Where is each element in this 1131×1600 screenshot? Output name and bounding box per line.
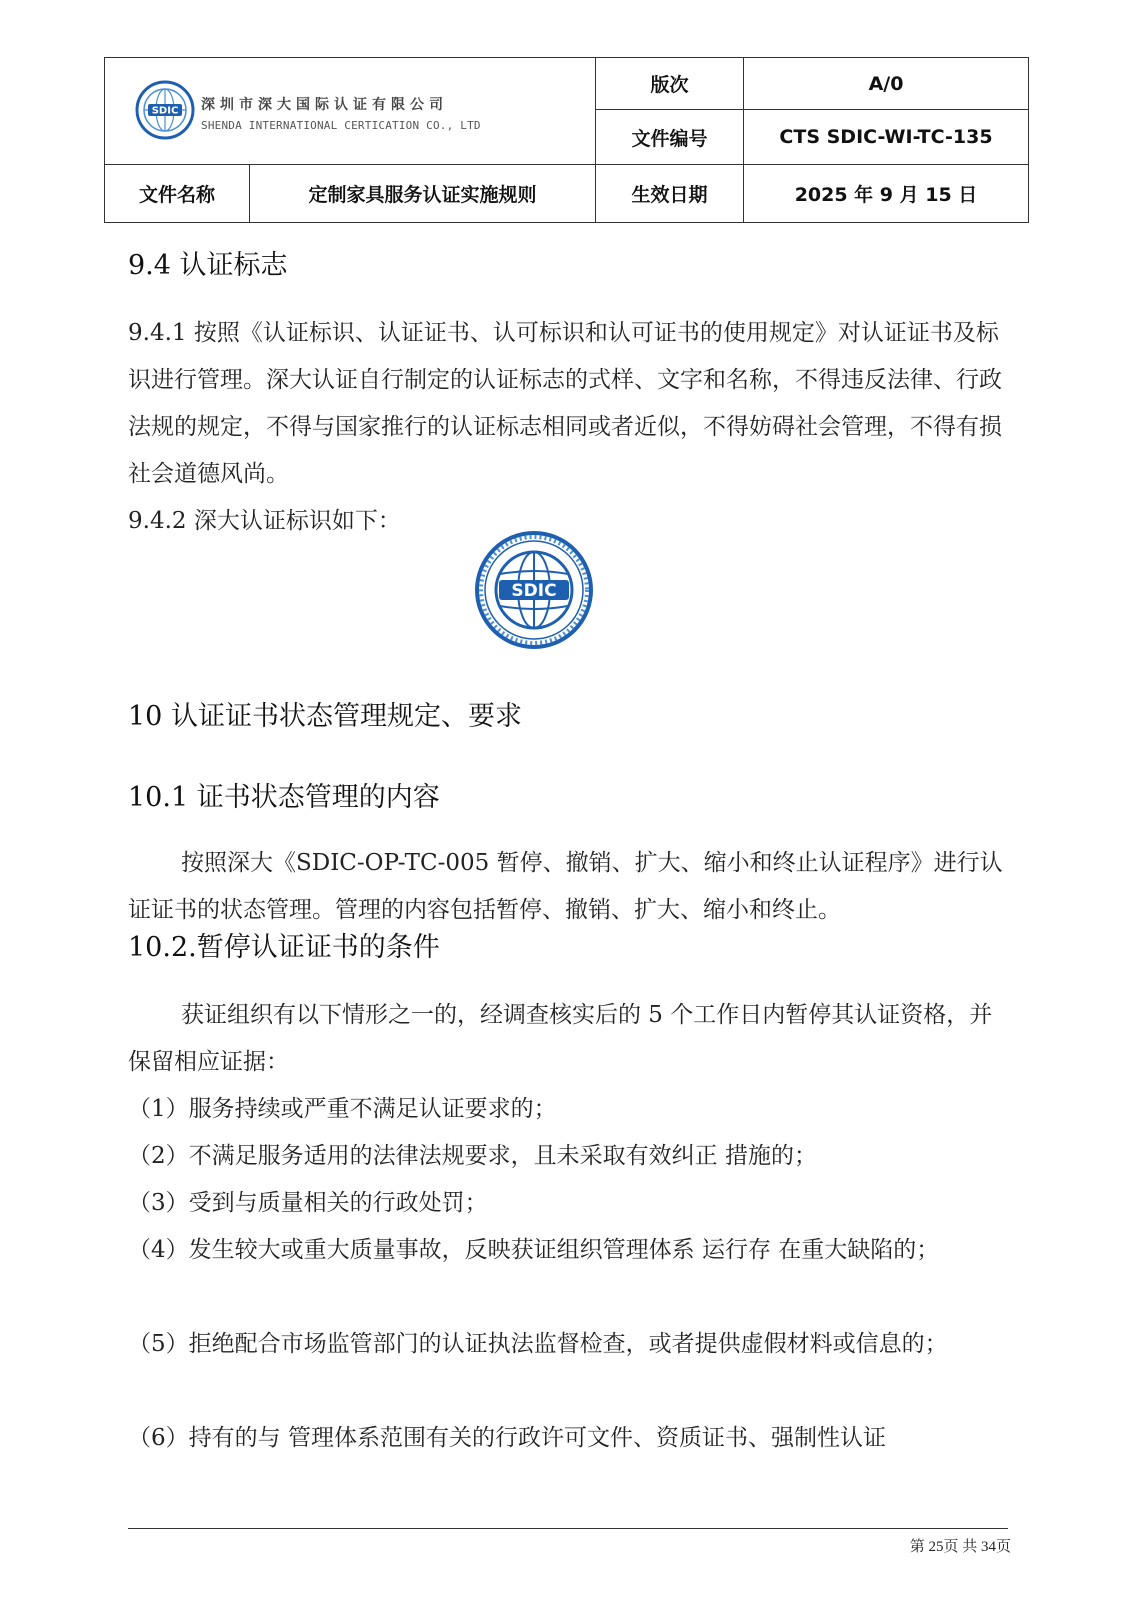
date-value: 2025 年 9 月 15 日 — [744, 165, 1029, 223]
date-label: 生效日期 — [596, 165, 744, 223]
section-9-4-1-text: 9.4.1 按照《认证标识、认证证书、认可标识和认可证书的使用规定》对认证证书及标识进行管理。深大认证自行制定的认证标志的式样、文字和名称，不得违反法律、行政法规的规定，不得与国家推行的认证标志相同或者近似，不得妨碍社会管理，不得有损社会道德风尚。 — [128, 320, 1002, 487]
version-value: A/0 — [744, 58, 1029, 110]
section-10-1-text: 按照深大《SDIC-OP-TC-005 暂停、撤销、扩大、缩小和终止认证程序》进行认证证书的状态管理。管理的内容包括暂停、撤销、扩大、缩小和终止。 — [128, 850, 1003, 923]
section-9-4-title: 9.4 认证标志 — [128, 250, 288, 281]
section-10-2-text: 获证组织有以下情形之一的，经调查核实后的 5 个工作日内暂停其认证资格，并保留相应证据： — [128, 1002, 993, 1075]
condition-item-4: （4）发生较大或重大质量事故，反映获证组织管理体系 运行存 在重大缺陷的； — [128, 1237, 940, 1263]
section-10-1-title: 10.1 证书状态管理的内容 — [128, 782, 440, 813]
mark-label: SDIC — [511, 581, 557, 601]
condition-item-5: （5）拒绝配合市场监管部门的认证执法监督检查，或者提供虚假材料或信息的； — [128, 1331, 948, 1357]
company-name-en: SHENDA INTERNATIONAL CERTICATION CO., LTD — [201, 119, 481, 132]
document-header-table — [104, 57, 1029, 223]
docname-label: 文件名称 — [105, 165, 250, 223]
footer-divider — [128, 1528, 1008, 1529]
section-9-4-2-text: 9.4.2 深大认证标识如下： — [128, 508, 401, 534]
docname-value: 定制家具服务认证实施规则 — [250, 165, 596, 223]
page-number: 第 25页 共 34页 — [909, 1539, 1011, 1555]
company-name-cn: 深圳市深大国际认证有限公司 — [201, 97, 448, 113]
condition-item-3: （3）受到与质量相关的行政处罚； — [128, 1190, 488, 1216]
docno-label: 文件编号 — [596, 110, 744, 165]
sdic-certification-mark-icon — [474, 530, 594, 650]
condition-item-1: （1）服务持续或严重不满足认证要求的； — [128, 1096, 557, 1122]
section-10-2-title: 10.2.暂停认证证书的条件 — [128, 932, 440, 963]
condition-item-2: （2）不满足服务适用的法律法规要求，且未采取有效纠正 措施的； — [128, 1143, 817, 1169]
condition-item-6: （6）持有的与 管理体系范围有关的行政许可文件、资质证书、强制性认证 — [128, 1425, 886, 1451]
company-seal-icon — [135, 80, 195, 140]
seal-label: SDIC — [151, 105, 179, 117]
version-label: 版次 — [596, 58, 744, 110]
company-logo-cell — [105, 58, 596, 165]
section-10-title: 10 认证证书状态管理规定、要求 — [128, 701, 522, 732]
docno-value: CTS SDIC-WI-TC-135 — [744, 110, 1029, 165]
